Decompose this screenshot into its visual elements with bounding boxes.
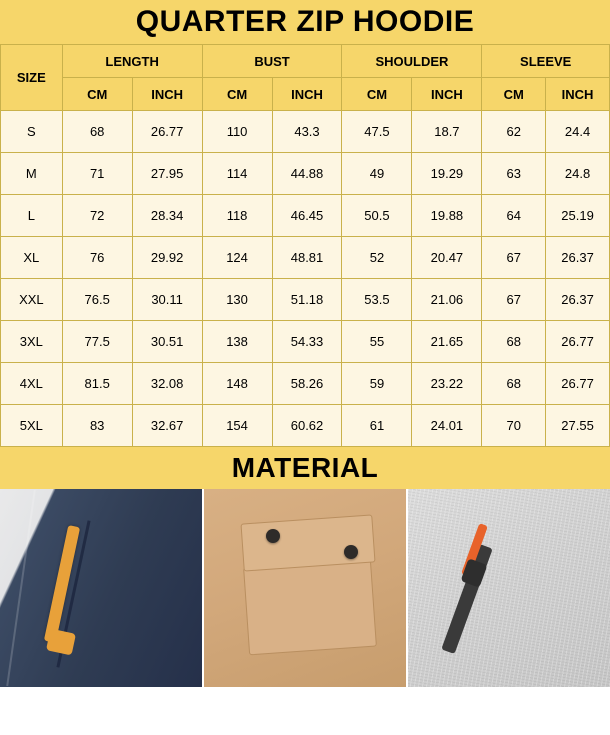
cell-size: S <box>1 111 63 153</box>
cell-shoulder-cm: 61 <box>342 405 412 447</box>
khaki-pocket-flap <box>240 514 375 571</box>
cell-bust-cm: 148 <box>202 363 272 405</box>
table-row <box>1 237 610 279</box>
cell-length-cm: 71 <box>62 153 132 195</box>
table-header-unit-row <box>1 78 610 111</box>
size-chart-table <box>0 44 610 447</box>
cell-length-cm: 83 <box>62 405 132 447</box>
cell-bust-inch: 51.18 <box>272 279 342 321</box>
header-size: SIZE <box>1 45 63 111</box>
cell-length-cm: 77.5 <box>62 321 132 363</box>
table-row <box>1 153 610 195</box>
grey-heather-texture <box>408 489 610 687</box>
cell-length-inch: 32.08 <box>132 363 202 405</box>
table-row <box>1 363 610 405</box>
cell-shoulder-inch: 20.47 <box>412 237 482 279</box>
table-row <box>1 111 610 153</box>
navy-seam-detail <box>6 490 36 686</box>
cell-sleeve-inch: 27.55 <box>546 405 610 447</box>
header-sleeve-inch: INCH <box>546 78 610 111</box>
cell-bust-inch: 54.33 <box>272 321 342 363</box>
table-row <box>1 279 610 321</box>
header-bust: BUST <box>202 45 342 78</box>
cell-length-inch: 26.77 <box>132 111 202 153</box>
cell-sleeve-cm: 64 <box>482 195 546 237</box>
grey-fabric-zip-photo <box>408 489 610 687</box>
cell-bust-cm: 154 <box>202 405 272 447</box>
header-sleeve-cm: CM <box>482 78 546 111</box>
cell-sleeve-cm: 70 <box>482 405 546 447</box>
cell-length-inch: 30.11 <box>132 279 202 321</box>
cell-sleeve-inch: 26.37 <box>546 237 610 279</box>
header-length-cm: CM <box>62 78 132 111</box>
table-row <box>1 321 610 363</box>
cell-bust-cm: 118 <box>202 195 272 237</box>
khaki-pocket <box>243 559 377 656</box>
header-length-inch: INCH <box>132 78 202 111</box>
cell-shoulder-cm: 52 <box>342 237 412 279</box>
khaki-snap-button-right <box>344 545 358 559</box>
header-sleeve: SLEEVE <box>482 45 610 78</box>
cell-length-cm: 68 <box>62 111 132 153</box>
cell-shoulder-cm: 59 <box>342 363 412 405</box>
cell-size: L <box>1 195 63 237</box>
cell-size: 4XL <box>1 363 63 405</box>
header-shoulder: SHOULDER <box>342 45 482 78</box>
cell-bust-inch: 48.81 <box>272 237 342 279</box>
cell-shoulder-inch: 21.06 <box>412 279 482 321</box>
cell-bust-inch: 44.88 <box>272 153 342 195</box>
cell-bust-cm: 138 <box>202 321 272 363</box>
table-row <box>1 405 610 447</box>
header-length: LENGTH <box>62 45 202 78</box>
navy-fabric-zip-photo <box>0 489 202 687</box>
cell-length-cm: 76.5 <box>62 279 132 321</box>
khaki-snap-button-left <box>266 529 280 543</box>
cell-bust-cm: 110 <box>202 111 272 153</box>
cell-bust-cm: 130 <box>202 279 272 321</box>
cell-sleeve-inch: 26.77 <box>546 321 610 363</box>
cell-bust-inch: 43.3 <box>272 111 342 153</box>
page-title: QUARTER ZIP HOODIE <box>0 0 610 44</box>
cell-bust-inch: 60.62 <box>272 405 342 447</box>
cell-length-cm: 72 <box>62 195 132 237</box>
cell-bust-inch: 58.26 <box>272 363 342 405</box>
cell-sleeve-cm: 62 <box>482 111 546 153</box>
cell-bust-cm: 114 <box>202 153 272 195</box>
cell-size: 3XL <box>1 321 63 363</box>
cell-shoulder-cm: 50.5 <box>342 195 412 237</box>
cell-sleeve-cm: 68 <box>482 363 546 405</box>
cell-shoulder-cm: 47.5 <box>342 111 412 153</box>
cell-bust-cm: 124 <box>202 237 272 279</box>
table-row <box>1 195 610 237</box>
cell-shoulder-cm: 49 <box>342 153 412 195</box>
cell-sleeve-inch: 24.8 <box>546 153 610 195</box>
header-shoulder-cm: CM <box>342 78 412 111</box>
cell-sleeve-inch: 26.37 <box>546 279 610 321</box>
header-shoulder-inch: INCH <box>412 78 482 111</box>
header-bust-cm: CM <box>202 78 272 111</box>
cell-size: 5XL <box>1 405 63 447</box>
cell-sleeve-inch: 25.19 <box>546 195 610 237</box>
khaki-fabric-pocket-photo <box>204 489 406 687</box>
cell-sleeve-cm: 68 <box>482 321 546 363</box>
cell-shoulder-cm: 55 <box>342 321 412 363</box>
cell-sleeve-cm: 63 <box>482 153 546 195</box>
cell-sleeve-inch: 26.77 <box>546 363 610 405</box>
cell-size: XXL <box>1 279 63 321</box>
cell-length-inch: 32.67 <box>132 405 202 447</box>
cell-sleeve-cm: 67 <box>482 279 546 321</box>
cell-length-cm: 81.5 <box>62 363 132 405</box>
cell-bust-inch: 46.45 <box>272 195 342 237</box>
material-section-title: MATERIAL <box>0 447 610 489</box>
cell-size: XL <box>1 237 63 279</box>
cell-shoulder-inch: 23.22 <box>412 363 482 405</box>
material-photo-row <box>0 489 610 687</box>
table-header-group-row <box>1 45 610 78</box>
cell-length-inch: 30.51 <box>132 321 202 363</box>
cell-length-cm: 76 <box>62 237 132 279</box>
cell-shoulder-inch: 18.7 <box>412 111 482 153</box>
navy-zip-slider <box>46 629 76 656</box>
cell-shoulder-inch: 21.65 <box>412 321 482 363</box>
cell-shoulder-cm: 53.5 <box>342 279 412 321</box>
cell-sleeve-cm: 67 <box>482 237 546 279</box>
cell-size: M <box>1 153 63 195</box>
cell-length-inch: 29.92 <box>132 237 202 279</box>
cell-shoulder-inch: 19.29 <box>412 153 482 195</box>
cell-shoulder-inch: 19.88 <box>412 195 482 237</box>
cell-sleeve-inch: 24.4 <box>546 111 610 153</box>
cell-length-inch: 27.95 <box>132 153 202 195</box>
cell-length-inch: 28.34 <box>132 195 202 237</box>
cell-shoulder-inch: 24.01 <box>412 405 482 447</box>
header-bust-inch: INCH <box>272 78 342 111</box>
